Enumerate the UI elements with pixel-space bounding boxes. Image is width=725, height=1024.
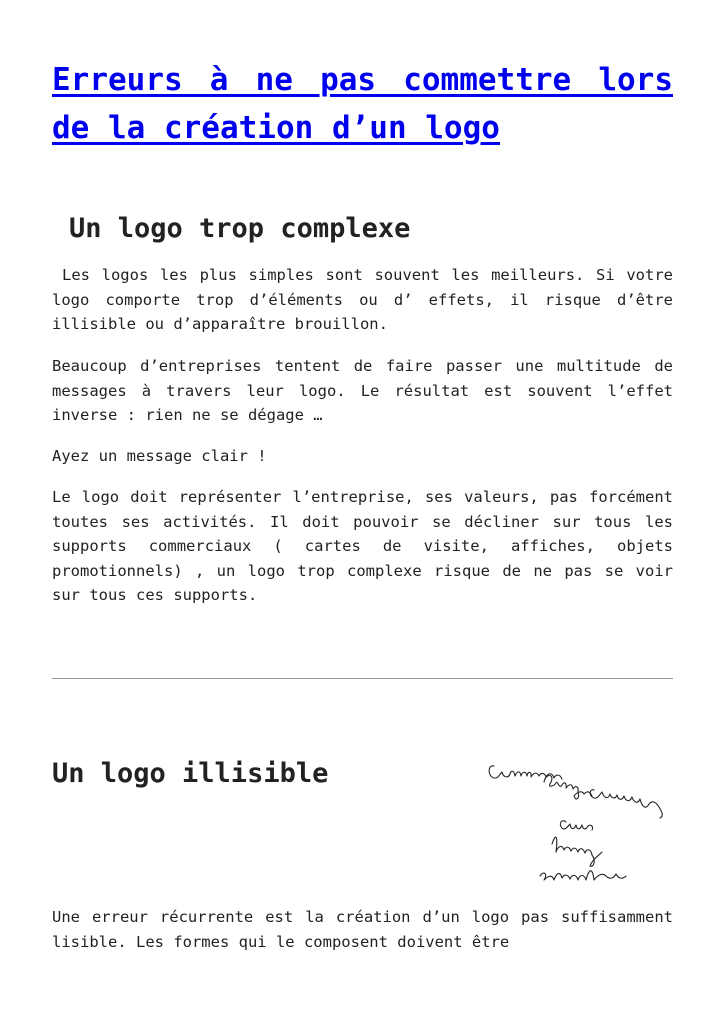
section-heading-illegible-logo: Un logo illisible: [52, 758, 329, 789]
paragraph-illegible-logo: Une erreur récurrente est la création d’un logo pas suffisamment lisible. Les formes qui le composent doivent être: [52, 908, 673, 951]
section-divider: [52, 678, 673, 679]
handwritten-logo-illustration: [484, 752, 679, 892]
section-heading-complex-logo: Un logo trop complexe: [69, 213, 411, 244]
paragraph-represent-company: Le logo doit représenter l’entreprise, ses valeurs, pas forcément toutes ses activités. Il doit pouvoir se décliner sur tous les supports commerciaux ( cartes de visite, affiches, objets promotionnels) , un logo trop complexe risque de ne pas se voir sur tous ces supports.: [52, 488, 673, 604]
paragraph-clear-message: Ayez un message clair !: [52, 447, 267, 465]
article-title[interactable]: [52, 56, 673, 152]
article-title-link[interactable]: Erreurs à ne pas commettre lors de la création d’un logo: [52, 62, 673, 146]
paragraph-simple-logos: Les logos les plus simples sont souvent les meilleurs. Si votre logo comporte trop d’éléments ou d’ effets, il risque d’être illisible ou d’apparaître brouillon.: [52, 266, 673, 333]
paragraph-multiple-messages: Beaucoup d’entreprises tentent de faire passer une multitude de messages à travers leur logo. Le résultat est souvent l’effet inverse : rien ne se dégage …: [52, 357, 673, 424]
handwritten-logo-drawing: [484, 752, 679, 892]
